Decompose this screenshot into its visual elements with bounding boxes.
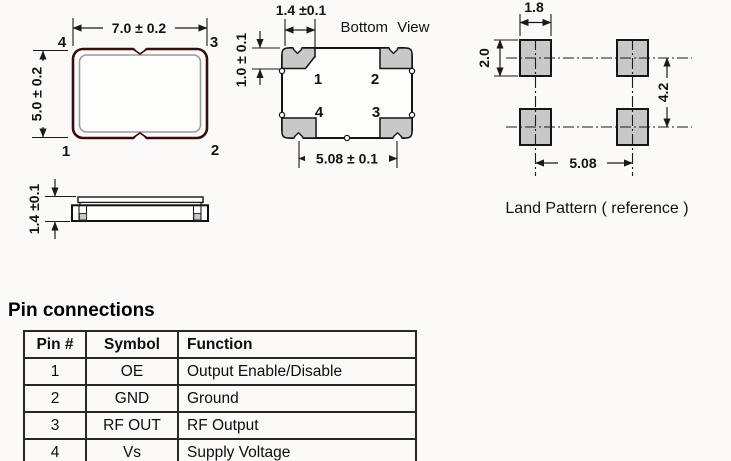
bottom-view-title: Bottom View — [340, 19, 430, 36]
bottom-view-pad-height-dim: 1.0 ± 0.1 — [233, 32, 249, 88]
pin-number: 1 — [24, 358, 86, 385]
pin-symbol: GND — [86, 385, 178, 412]
dimension-tick-lines — [252, 48, 280, 69]
bottom-view-pad-width-dim: 1.4 ±0.1 — [275, 2, 327, 18]
land-row-pitch-dim: 4.2 — [655, 82, 671, 103]
land-pad-height-dim: 2.0 — [476, 48, 492, 68]
pin-symbol: RF OUT — [86, 412, 178, 439]
table-row — [24, 439, 416, 461]
pin-number: 3 — [24, 412, 86, 439]
land-pad-width-dim: 1.8 — [524, 0, 544, 15]
bottom-view-pitch-dim: 5.08 ± 0.1 — [315, 150, 379, 167]
top-view-pin-2: 2 — [210, 142, 220, 159]
dimension-extension-lines — [520, 14, 551, 36]
table-header-row — [24, 331, 416, 358]
land-pattern-drawing — [476, 0, 692, 217]
side-view-height-dim: 1.4 ±0.1 — [26, 183, 42, 235]
lid-top-plate — [78, 197, 203, 203]
top-view-width-dim: 7.0 ± 0.2 — [111, 20, 167, 36]
top-view-pin-4: 4 — [57, 34, 67, 51]
top-view-drawing — [29, 18, 220, 160]
side-view-drawing — [26, 179, 208, 239]
column-header-function: Function — [178, 331, 416, 358]
right-terminal-pad — [194, 214, 201, 221]
pin-connections-table — [23, 330, 417, 461]
pin-number: 2 — [24, 385, 86, 412]
pin-function: Supply Voltage — [178, 439, 416, 461]
bottom-view-drawing — [233, 2, 430, 168]
land-col-pitch-dim: 5.08 — [569, 155, 597, 171]
bottom-view-pin-4: 4 — [314, 104, 324, 121]
pin-function: Output Enable/Disable — [178, 358, 416, 385]
left-terminal-pad — [80, 214, 87, 221]
package-outline — [73, 49, 207, 138]
column-header-pin: Pin # — [24, 331, 86, 358]
top-view-pin-3: 3 — [209, 34, 219, 51]
pin-connections-heading: Pin connections — [8, 300, 155, 321]
top-view-height-dim: 5.0 ± 0.2 — [28, 66, 45, 122]
pin-function: Ground — [178, 385, 416, 412]
bottom-view-pin-2: 2 — [370, 71, 380, 88]
land-pattern-caption: Land Pattern ( reference ) — [505, 200, 689, 217]
top-view-pin-1: 1 — [61, 143, 71, 160]
pin-function: RF Output — [178, 412, 416, 439]
pin-symbol: OE — [86, 358, 178, 385]
table-row — [24, 358, 416, 385]
table-row — [24, 385, 416, 412]
column-header-symbol: Symbol — [86, 331, 178, 358]
table-row — [24, 412, 416, 439]
package-body-side — [72, 205, 208, 221]
bottom-view-pin-1: 1 — [313, 71, 323, 88]
pin-number: 4 — [24, 439, 86, 461]
bottom-view-pin-3: 3 — [371, 104, 381, 121]
pin-symbol: Vs — [86, 439, 178, 461]
